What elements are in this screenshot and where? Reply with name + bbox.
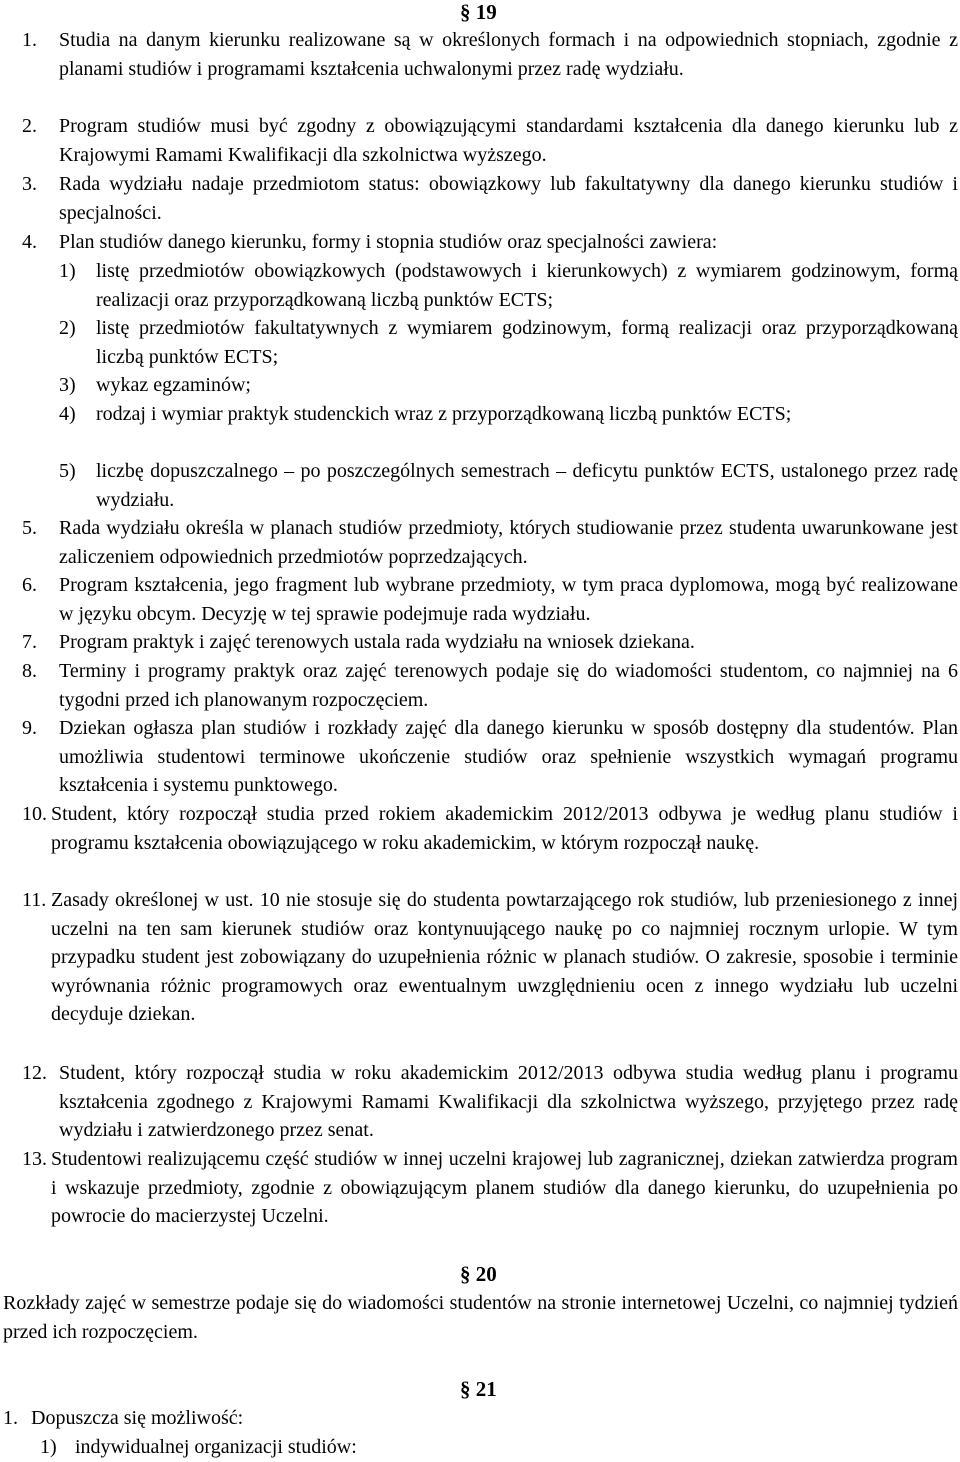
s19-item-4-sub-5 bbox=[59, 457, 958, 514]
item-number: 1. bbox=[3, 1407, 18, 1429]
section-19-heading: § 19 bbox=[460, 0, 497, 24]
subitem-text: rodzaj i wymiar praktyk studenckich wraz z przyporządkowaną liczbą punktów ECTS; bbox=[96, 403, 792, 425]
subitem-text: listę przedmiotów obowiązkowych (podstawowych i kierunkowych) z wymiarem godzinowym, formą realizacji oraz przyporządkowaną liczbą punktów ECTS; bbox=[96, 260, 958, 311]
item-number: 4. bbox=[22, 231, 37, 253]
item-number: 13. bbox=[22, 1148, 47, 1170]
item-number: 3. bbox=[22, 173, 37, 195]
s19-item-4-sub-4 bbox=[59, 400, 958, 429]
item-number: 6. bbox=[22, 574, 37, 596]
item-text: Plan studiów danego kierunku, formy i stopnia studiów oraz specjalności zawiera: bbox=[59, 231, 718, 253]
s19-item-8 bbox=[22, 657, 958, 714]
item-number: 2. bbox=[22, 115, 37, 137]
item-text: Student, który rozpoczął studia przed rokiem akademickim 2012/2013 odbywa je według planu studiów i programu kształcenia obowiązującego w roku akademickim, w którym rozpoczął naukę. bbox=[51, 803, 958, 854]
s19-item-4-sub-1 bbox=[59, 257, 958, 314]
subitem-text: listę przedmiotów fakultatywnych z wymiarem godzinowym, formą realizacji oraz przyporządkowaną liczbą punktów ECTS; bbox=[96, 317, 958, 368]
item-number: 1. bbox=[22, 29, 37, 51]
item-text: Program studiów musi być zgodny z obowiązującymi standardami kształcenia dla danego kierunku lub z Krajowymi Ramami Kwalifikacji dla szkolnictwa wyższego. bbox=[59, 115, 958, 166]
s19-item-10 bbox=[22, 800, 958, 857]
section-21-heading: § 21 bbox=[460, 1377, 497, 1401]
s19-item-4-sub-3 bbox=[59, 371, 958, 400]
s19-item-9 bbox=[22, 714, 958, 800]
s19-item-7 bbox=[22, 628, 958, 657]
subitem-number: 2) bbox=[59, 317, 76, 339]
s19-item-3 bbox=[22, 170, 958, 227]
item-number: 5. bbox=[22, 517, 37, 539]
item-number: 9. bbox=[22, 717, 37, 739]
s21-item-1 bbox=[3, 1404, 958, 1433]
subitem-number: 3) bbox=[59, 374, 76, 396]
subitem-number: 1) bbox=[40, 1436, 57, 1458]
subitem-number: 5) bbox=[59, 460, 76, 482]
item-text: Program kształcenia, jego fragment lub wybrane przedmioty, w tym praca dyplomowa, mogą być realizowane w języku obcym. Decyzję w tej sprawie podejmuje rada wydziału. bbox=[59, 574, 958, 625]
s19-item-5 bbox=[22, 514, 958, 571]
item-number: 12. bbox=[22, 1062, 47, 1084]
item-number: 8. bbox=[22, 660, 37, 682]
subitem-text: wykaz egzaminów; bbox=[96, 374, 251, 396]
s21-item-1-sub-1 bbox=[40, 1433, 940, 1462]
s19-item-1 bbox=[22, 26, 958, 83]
item-number: 10. bbox=[22, 803, 47, 825]
s19-item-6 bbox=[22, 571, 958, 628]
item-text: Terminy i programy praktyk oraz zajęć terenowych podaje się do wiadomości studentom, co najmniej na 6 tygodni przed ich planowanym rozpoczęciem. bbox=[59, 660, 958, 711]
item-text: Studentowi realizującemu część studiów w innej uczelni krajowej lub zagranicznej, dziekan zatwierdza program i wskazuje przedmioty, zgodnie z obowiązującym planem studiów dla danego kierunku, do uzupełnienia po powrocie do macierzystej Uczelni. bbox=[51, 1148, 958, 1228]
item-number: 7. bbox=[22, 631, 37, 653]
section-20-heading: § 20 bbox=[460, 1262, 497, 1286]
item-text: Studia na danym kierunku realizowane są w określonych formach i na odpowiednich stopniach, zgodnie z planami studiów i programami kształcenia uchwalonymi przez radę wydziału. bbox=[59, 29, 958, 80]
item-text: Dziekan ogłasza plan studiów i rozkłady zajęć dla danego kierunku w sposób dostępny dla studentów. Plan umożliwia studentowi terminowe ukończenie studiów oraz spełnienie wszystkich wymagań programu kształcenia i systemu punktowego. bbox=[59, 717, 958, 797]
subitem-text: indywidualnej organizacji studiów: bbox=[75, 1436, 357, 1458]
s19-item-11 bbox=[22, 886, 958, 1029]
s19-item-2 bbox=[22, 112, 958, 169]
s19-item-12 bbox=[22, 1059, 958, 1145]
s19-item-4 bbox=[22, 228, 958, 257]
subitem-text: liczbę dopuszczalnego – po poszczególnych semestrach – deficytu punktów ECTS, ustalonego przez radę wydziału. bbox=[96, 460, 958, 511]
s20-paragraph: Rozkłady zajęć w semestrze podaje się do wiadomości studentów na stronie internetowej Uczelni, co najmniej tydzień przed ich rozpoczęciem. bbox=[3, 1292, 958, 1343]
item-text: Dopuszcza się możliwość: bbox=[31, 1407, 244, 1429]
item-text: Zasady określonej w ust. 10 nie stosuje się do studenta powtarzającego rok studiów, lub przeniesionego z innej uczelni na ten sam kierunek studiów oraz kontynuującego naukę po co najmniej rocznym urlopie. W tym przypadku student jest zobowiązany do uzupełnienia różnic w planach studiów. O zakresie, sposobie i terminie wyrównania różnic programowych oraz ewentualnym uwzględnieniu ocen z innego wydziału lub uczelni decyduje dziekan. bbox=[51, 889, 958, 1026]
s19-item-4-sub-2 bbox=[59, 314, 958, 371]
item-text: Student, który rozpoczął studia w roku akademickim 2012/2013 odbywa studia według planu i programu kształcenia zgodnego z Krajowymi Ramami Kwalifikacji dla szkolnictwa wyższego, przyjętego przez radę wydziału i zatwierdzonego przez senat. bbox=[59, 1062, 958, 1142]
subitem-number: 4) bbox=[59, 403, 76, 425]
item-text: Rada wydziału nadaje przedmiotom status: obowiązkowy lub fakultatywny dla danego kierunku studiów i specjalności. bbox=[59, 173, 958, 224]
s19-item-13 bbox=[22, 1145, 958, 1231]
item-number: 11. bbox=[22, 889, 47, 911]
subitem-number: 1) bbox=[59, 260, 76, 282]
item-text: Program praktyk i zajęć terenowych ustala rada wydziału na wniosek dziekana. bbox=[59, 631, 695, 653]
item-text: Rada wydziału określa w planach studiów przedmioty, których studiowanie przez studenta uwarunkowane jest zaliczeniem odpowiednich przedmiotów poprzedzających. bbox=[59, 517, 958, 568]
